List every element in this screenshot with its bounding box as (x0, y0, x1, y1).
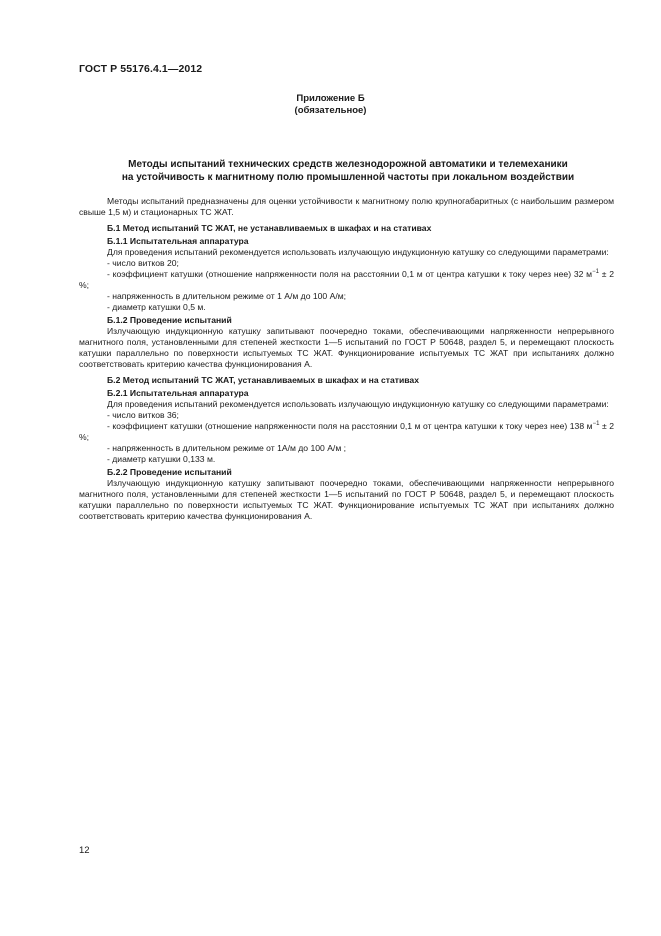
b1-param-diameter: - диаметр катушки 0,5 м. (107, 302, 206, 312)
section-b1-heading: Б.1 Метод испытаний ТС ЖАТ, не устанавливаемых в шкафах и на стативах (107, 223, 432, 233)
b2-param-diameter: - диаметр катушки 0,133 м. (107, 454, 216, 464)
standard-code: ГОСТ Р 55176.4.1—2012 (79, 63, 203, 75)
appendix-subtitle: (обязательное) (294, 105, 367, 116)
b1-param-turns: - число витков 20; (107, 258, 179, 268)
document-title-line2: на устойчивость к магнитному полю промышленной частоты при локальном воздействии (121, 172, 575, 183)
document-title-line1: Методы испытаний технических средств железнодорожной автоматики и телемеханики (128, 159, 568, 170)
section-b2-2-heading: Б.2.2 Проведение испытаний (107, 467, 232, 477)
appendix-title: Приложение Б (296, 93, 365, 104)
section-b2-heading: Б.2 Метод испытаний ТС ЖАТ, устанавливаемых в шкафах и на стативах (107, 375, 419, 385)
section-b1-1-text: Для проведения испытаний рекомендуется использовать излучающую индукционную катушку со следующими параметрами: (107, 247, 609, 257)
b1-coefficient-text: - коэффициент катушки (отношение напряженности поля на расстоянии 0,1 м от центра катушки к току через нее) 32 м (107, 269, 593, 279)
page-number: 12 (79, 845, 90, 856)
b1-param-intensity: - напряженность в длительном режиме от 1 А/м до 100 А/м; (107, 291, 346, 301)
b1-coefficient-tolerance: ± 2 %; (79, 269, 614, 290)
b2-param-coefficient (79, 421, 614, 443)
b2-param-intensity: - напряженность в длительном режиме от 1А/м до 100 А/м ; (107, 443, 346, 453)
b2-coefficient-tolerance: ± 2 %; (79, 421, 614, 442)
section-b1-2-text: Излучающую индукционную катушку запитывают поочередно токами, обеспечивающими напряженности непрерывного магнитного поля, установленными для степеней жесткости 1—5 испытаний по ГОСТ Р 50648, раздел 5, и перемещают плоскость катушки параллельно по поверхности испытуемых ТС ЖАТ. Функционирование испытуемых ТС ЖАТ при испытаниях должно соответствовать критерию качества функционирования А. (79, 326, 614, 369)
b2-param-turns: - число витков 36; (107, 410, 179, 420)
section-b2-2-text: Излучающую индукционную катушку запитывают поочередно токами, обеспечивающими напряженности непрерывного магнитного поля, установленными для степеней жесткости 1—5 испытаний по ГОСТ Р 50648, раздел 5, и перемещают плоскость катушки параллельно по поверхности испытуемых ТС ЖАТ. Функционирование испытуемых ТС ЖАТ при испытаниях должно соответствовать критерию качества функционирования А. (79, 478, 614, 521)
section-b1-1-heading: Б.1.1 Испытательная аппаратура (107, 236, 249, 246)
section-b2-1-heading: Б.2.1 Испытательная аппаратура (107, 388, 249, 398)
document-body (79, 196, 614, 522)
b2-coefficient-text: - коэффициент катушки (отношение напряженности поля на расстоянии 0,1 м от центра катушки к току через нее) 138 м (107, 421, 593, 431)
section-b2-1-text: Для проведения испытаний рекомендуется использовать излучающую индукционную катушку со следующими параметрами: (107, 399, 609, 409)
b1-param-coefficient (79, 269, 614, 291)
intro-paragraph: Методы испытаний предназначены для оценки устойчивости к магнитному полю крупногабаритных (с наибольшим размером свыше 1,5 м) и стационарных ТС ЖАТ. (79, 196, 614, 217)
section-b1-2-heading: Б.1.2 Проведение испытаний (107, 315, 232, 325)
b1-coefficient-exponent: −1 (592, 269, 599, 276)
document-title (79, 158, 617, 184)
b2-coefficient-exponent: −1 (592, 421, 600, 428)
appendix-heading (0, 93, 661, 117)
